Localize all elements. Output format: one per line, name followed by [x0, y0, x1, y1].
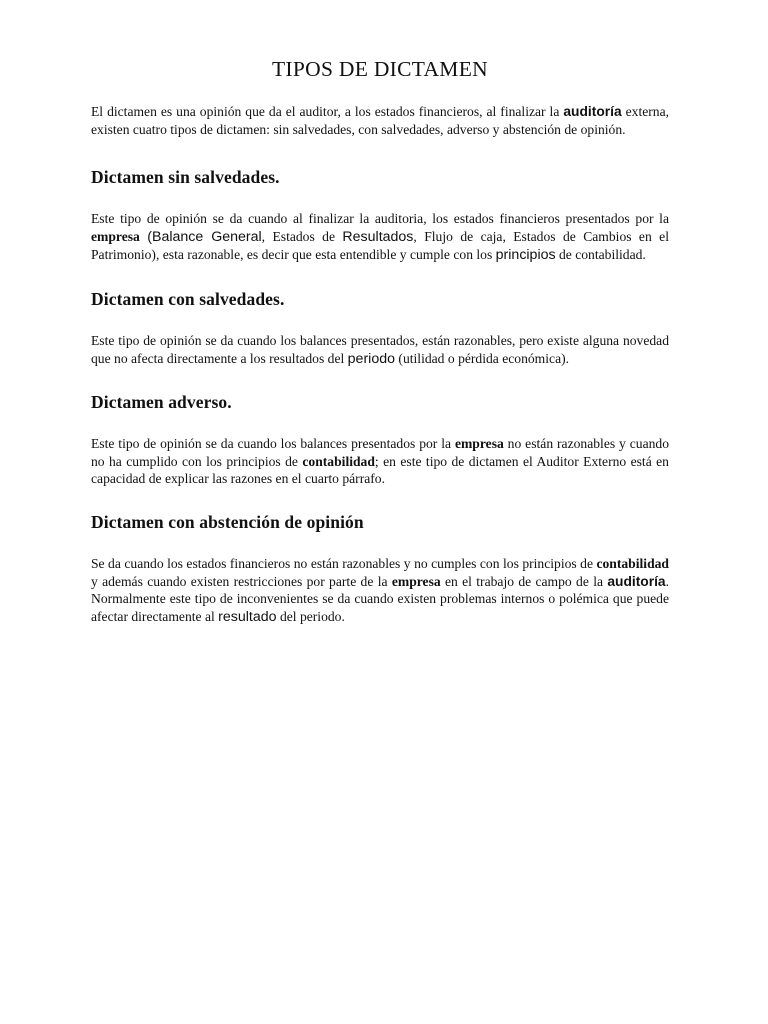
text: Se da cuando los estados financieros no están razonables y no cumples con los principios de: [91, 555, 597, 571]
keyword-auditoria[interactable]: auditoría: [607, 573, 666, 589]
link-balance-general[interactable]: (Balance General: [147, 228, 262, 245]
heading-abstencion: Dictamen con abstención de opinión: [91, 511, 364, 532]
intro-paragraph: [91, 103, 669, 138]
link-principios[interactable]: principios: [495, 247, 556, 264]
heading-sin-salvedades: Dictamen sin salvedades.: [91, 167, 280, 188]
text: de contabilidad.: [555, 247, 646, 263]
keyword-contabilidad[interactable]: contabilidad: [302, 453, 375, 469]
heading-con-salvedades: Dictamen con salvedades.: [91, 288, 285, 309]
text: Este tipo de opinión se da cuando los balances presentados por la: [91, 436, 455, 452]
keyword-empresa[interactable]: empresa: [391, 573, 441, 589]
text: , Estados de: [261, 228, 343, 244]
text: (utilidad o pérdida económica).: [395, 350, 570, 366]
paragraph-abstencion: [91, 555, 669, 626]
intro-keyword-auditoria[interactable]: auditoría: [563, 104, 622, 119]
keyword-empresa[interactable]: empresa: [91, 228, 140, 244]
text: no están razonables y cuando no ha cumplido con los principios de: [91, 436, 670, 469]
text: , Flujo de caja, Estados de Cambios en el Patrimonio), esta razonable, es decir que esta entendible y cumple con los: [91, 228, 669, 263]
link-resultado[interactable]: resultado: [218, 608, 277, 625]
paragraph-sin-salvedades: [91, 210, 669, 265]
text: Este tipo de opinión se da cuando los balances presentados, están razonables, pero existe alguna novedad que no afecta directamente a los resultados del: [91, 332, 669, 366]
text: Este tipo de opinión se da cuando al finalizar la auditoria, los estados financieros presentados por la: [91, 211, 669, 227]
heading-adverso: Dictamen adverso.: [91, 392, 232, 413]
text: y además cuando existen restricciones por parte de la: [91, 573, 392, 589]
keyword-contabilidad[interactable]: contabilidad: [596, 555, 669, 571]
intro-text-1: El dictamen es una opinión que da el auditor, a los estados financieros, al finalizar la: [91, 104, 564, 119]
paragraph-adverso: [91, 435, 669, 488]
link-resultados[interactable]: Resultados: [342, 228, 414, 245]
text: del periodo.: [276, 608, 345, 624]
text: en el trabajo de campo de la: [440, 573, 608, 589]
paragraph-con-salvedades: [91, 332, 669, 368]
text: ; en este tipo de dictamen el Auditor Externo está en capacidad de explicar las razones en el cuarto párrafo.: [91, 453, 669, 487]
link-periodo[interactable]: periodo: [347, 350, 396, 367]
document-title: TIPOS DE DICTAMEN: [272, 57, 488, 81]
keyword-empresa[interactable]: empresa: [454, 436, 504, 452]
intro-text-2: externa, existen cuatro tipos de dictamen: sin salvedades, con salvedades, adverso y abstención de opinión.: [91, 104, 670, 137]
text: . Normalmente este tipo de inconvenientes se da cuando existen problemas internos o polémica que puede afectar directamente al: [91, 573, 670, 624]
